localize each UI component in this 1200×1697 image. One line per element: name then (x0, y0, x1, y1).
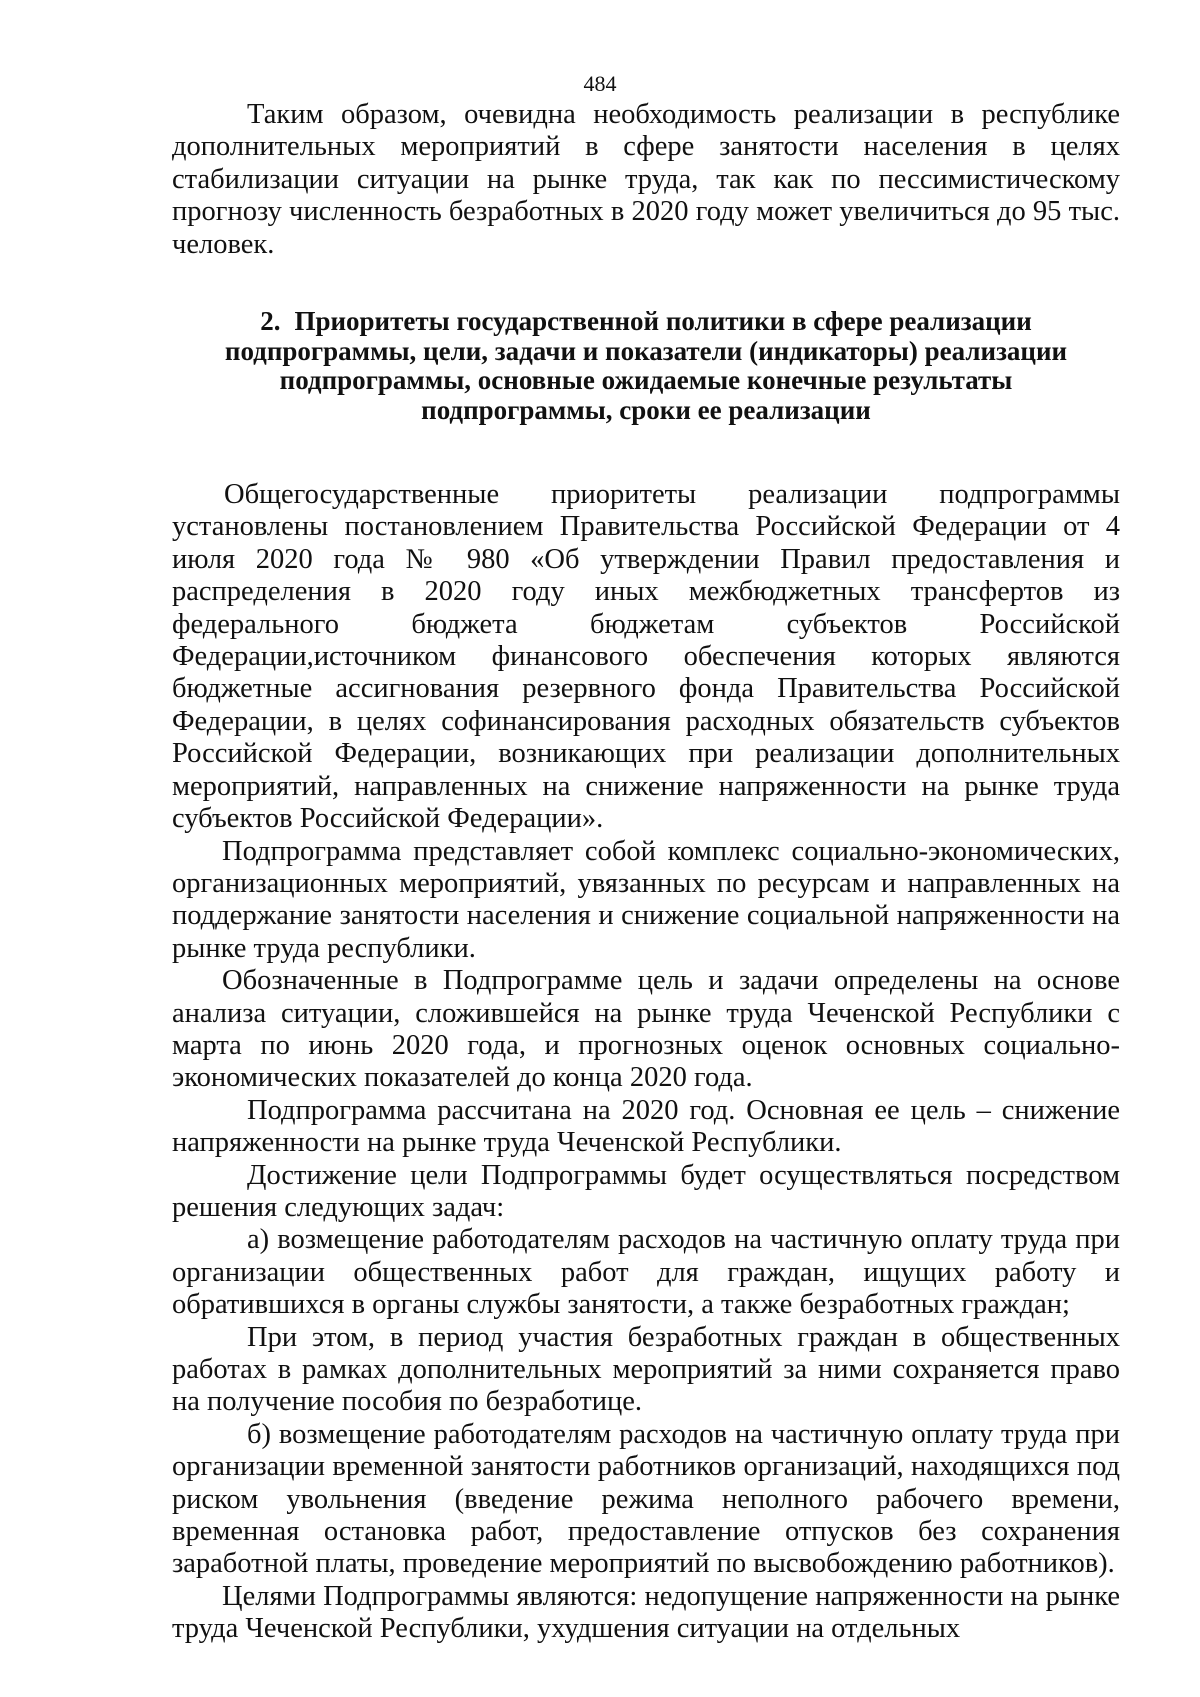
paragraph-task-b: б) возмещение работодателям расходов на частичную оплату труда при организации временной занятости работников организаций, находящихся под риском увольнения (введение режима неполного рабочего времени, временная остановка работ, предоставление отпусков без сохранения заработной платы, проведение мероприятий по высвобождению работников). (172, 1418, 1120, 1580)
paragraph-duration: Подпрограмма рассчитана на 2020 год. Основная ее цель – снижение напряженности на рынке труда Чеченской Республики. (172, 1094, 1120, 1159)
paragraph-objectives: Целями Подпрограммы являются: недопущение напряженности на рынке труда Чеченской Республики, ухудшения ситуации на отдельных (172, 1580, 1120, 1645)
paragraph-subprogram-complex: Подпрограмма представляет собой комплекс социально-экономических, организационных мероприятий, увязанных по ресурсам и направленных на поддержание занятости населения и снижение социальной напряженности на рынке труда республики. (172, 835, 1120, 964)
page-number: 484 (583, 71, 617, 96)
paragraph-tasks-intro: Достижение цели Подпрограммы будет осуществляться посредством решения следующих задач: (172, 1159, 1120, 1223)
paragraph-benefit-note: При этом, в период участия безработных граждан в общественных работах в рамках дополнительных мероприятий за ними сохраняется право на получение пособия по безработице. (172, 1321, 1120, 1418)
page-content (172, 99, 1120, 1646)
section-title: Приоритеты государственной политики в сфере реализации подпрограммы, цели, задачи и показатели (индикаторы) реализации подпрограммы, основные ожидаемые конечные результаты подпрограммы, сроки ее реализации (224, 306, 1068, 425)
section-number: 2. (260, 306, 281, 337)
paragraph-priorities: Общегосударственные приоритеты реализации подпрограммы установлены постановлением Правительства Российской Федерации от 4 июля 2020 года № 980 «Об утверждении Правил предоставления и распределения в 2020 году иных межбюджетных трансфертов из федерального бюджета бюджетам субъектов Российской Федерации,источником финансового обеспечения которых являются бюджетные ассигнования резервного фонда Правительства Российской Федерации, в целях софинансирования расходных обязательств субъектов Российской Федерации, возникающих при реализации дополнительных мероприятий, направленных на снижение напряженности на рынке труда субъектов Российской Федерации». (172, 479, 1120, 835)
paragraph-goals-basis: Обозначенные в Подпрограмме цель и задачи определены на основе анализа ситуации, сложившейся на рынке труда Чеченской Республики с марта по июнь 2020 года, и прогнозных оценок основных социально-экономических показателей до конца 2020 года. (172, 965, 1120, 1094)
intro-paragraph: Таким образом, очевидна необходимость реализации в республике дополнительных мероприятий в сфере занятости населения в целях стабилизации ситуации на рынке труда, так как по пессимистическому прогнозу численность безработных в 2020 году может увеличиться до 95 тыс. человек. (172, 99, 1120, 260)
section-heading (172, 307, 1120, 425)
paragraph-task-a: а) возмещение работодателям расходов на частичную оплату труда при организации общественных работ для граждан, ищущих работу и обратившихся в органы службы занятости, а также безработных граждан; (172, 1224, 1120, 1321)
